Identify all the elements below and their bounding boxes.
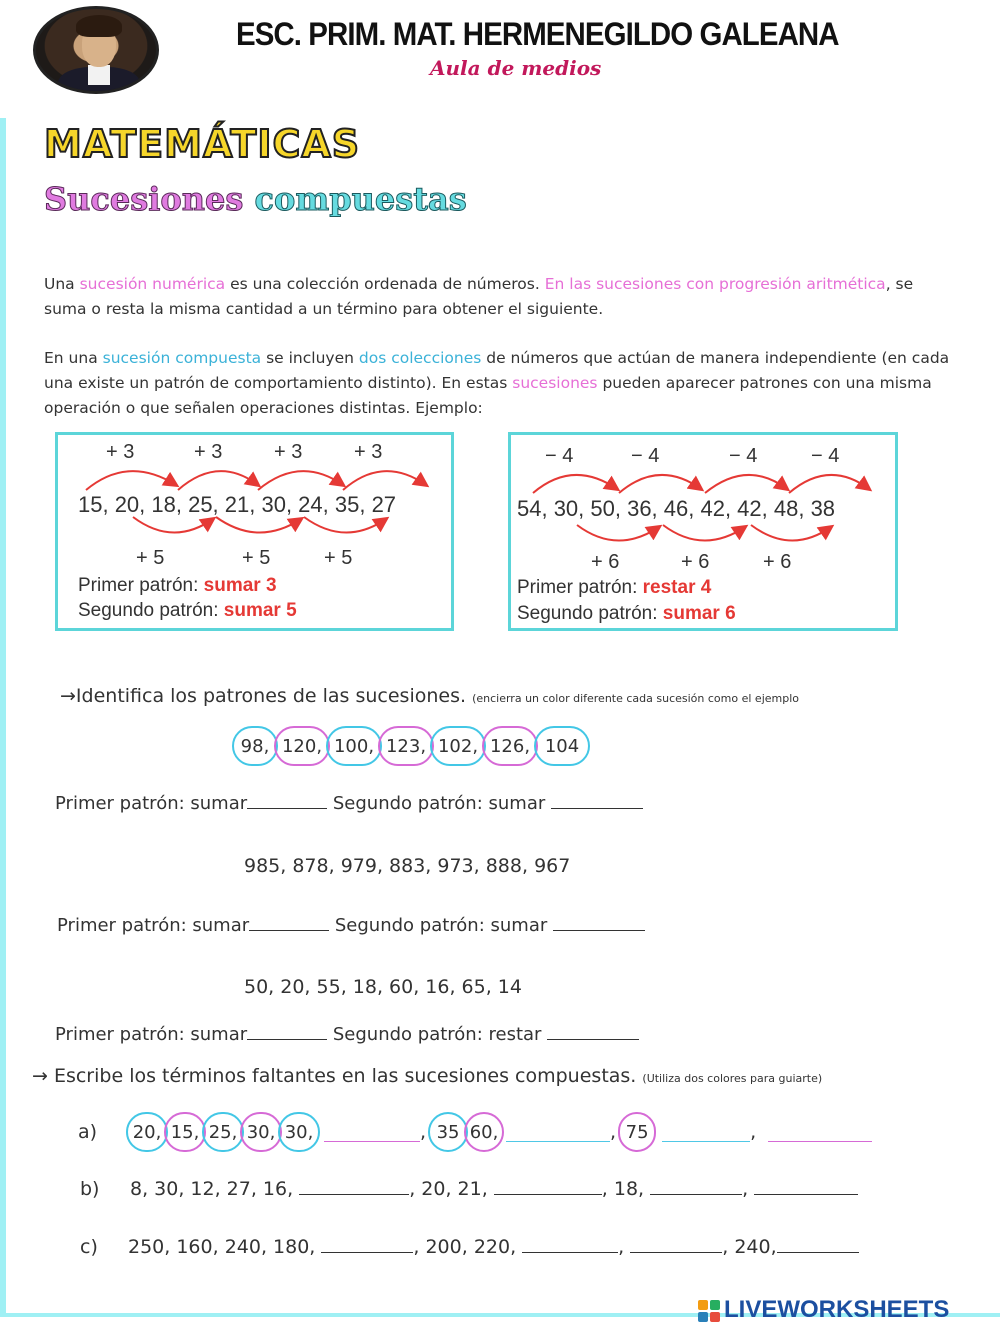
- answer-blank[interactable]: [768, 1123, 872, 1142]
- task2-note: (Utiliza dos colores para guiarte): [642, 1072, 823, 1085]
- task1-answer-line-2: Primer patrón: sumar Segundo patrón: sumar: [57, 912, 645, 936]
- answer-blank[interactable]: [321, 1234, 413, 1253]
- task2-row-c: c) 250, 160, 240, 180, , 200, 220, , , 240,: [80, 1234, 859, 1258]
- answer-blank[interactable]: [247, 1021, 327, 1040]
- task1-sequence-3: 50, 20, 55, 18, 60, 16, 65, 14: [244, 976, 522, 998]
- school-name: ESC. PRIM. MAT. HERMENEGILDO GALEANA: [236, 16, 839, 52]
- circled-term[interactable]: 102,: [430, 726, 486, 766]
- ex2-bottom-op: + 6: [681, 551, 710, 573]
- header-subtitle: Aula de medios: [430, 56, 602, 80]
- intro-paragraph-1: Una sucesión numérica es una colección ordenada de números. En las sucesiones con progresión aritmética, se suma o resta la misma cantidad a un término para obtener el siguiente.: [44, 275, 914, 318]
- circled-term[interactable]: 126,: [482, 726, 538, 766]
- ex2-top-op: − 4: [811, 445, 840, 467]
- answer-blank[interactable]: [777, 1234, 859, 1253]
- ex1-top-op: + 3: [106, 441, 135, 463]
- answer-blank[interactable]: [630, 1234, 722, 1253]
- ex1-bottom-op: + 5: [136, 547, 165, 569]
- subject-title: MATEMÁTICAS: [44, 122, 361, 166]
- answer-blank[interactable]: [547, 1021, 639, 1040]
- topic-word-2: compuestas: [254, 180, 467, 218]
- task1-note: (encierra un color diferente cada sucesión como el ejemplo: [472, 692, 799, 705]
- ex1-pattern-2: Segundo patrón: sumar 5: [78, 600, 297, 621]
- ex2-pattern-1: Primer patrón: restar 4: [517, 577, 712, 598]
- ex2-top-op: − 4: [545, 445, 574, 467]
- task1-sequence-2: 985, 878, 979, 883, 973, 888, 967: [244, 855, 571, 877]
- ex2-top-op: − 4: [631, 445, 660, 467]
- topic-title: [44, 180, 467, 218]
- circled-term[interactable]: 35: [428, 1112, 468, 1152]
- answer-blank[interactable]: [249, 912, 329, 931]
- ex2-pattern-2: Segundo patrón: sumar 6: [517, 603, 736, 624]
- circled-term[interactable]: 60,: [464, 1112, 504, 1152]
- circled-term[interactable]: 120,: [274, 726, 330, 766]
- row-label: a): [78, 1121, 98, 1143]
- circled-term[interactable]: 104: [534, 726, 590, 766]
- ex2-top-op: − 4: [729, 445, 758, 467]
- ex2-bottom-op: + 6: [763, 551, 792, 573]
- task2-row-a: a) 20, 15, 25, 30, 30, , 35 60, , 75 ,: [78, 1110, 872, 1154]
- answer-blank[interactable]: [551, 790, 643, 809]
- intro-paragraph-2: En una sucesión compuesta se incluyen dos colecciones de números que actúan de manera independiente (en cada una existe un patrón de comportamiento distinto). En estas sucesiones pueden aparecer patrones con una misma operación o que señalen operaciones distintas. Ejemplo:: [44, 349, 950, 417]
- task1-answer-line-1: Primer patrón: sumar Segundo patrón: sumar: [55, 790, 643, 814]
- task2-row-b: b) 8, 30, 12, 27, 16, , 20, 21, , 18, ,: [80, 1176, 858, 1200]
- task1-circled-sequence: [232, 726, 586, 770]
- answer-blank[interactable]: [754, 1176, 858, 1195]
- example-box-1: [55, 432, 454, 631]
- answer-blank[interactable]: [553, 912, 645, 931]
- circled-term[interactable]: 25,: [202, 1112, 244, 1152]
- school-portrait: [33, 6, 159, 94]
- example-box-2: [508, 432, 898, 631]
- topic-word-1: Sucesiones: [44, 180, 244, 218]
- ex1-top-op: + 3: [354, 441, 383, 463]
- ex1-top-op: + 3: [194, 441, 223, 463]
- circled-term[interactable]: 75: [618, 1112, 656, 1152]
- circled-term[interactable]: 15,: [164, 1112, 206, 1152]
- answer-blank[interactable]: [494, 1176, 602, 1195]
- circled-term[interactable]: 100,: [326, 726, 382, 766]
- circled-term[interactable]: 20,: [126, 1112, 168, 1152]
- row-label: b): [80, 1178, 100, 1200]
- circled-term[interactable]: 30,: [240, 1112, 282, 1152]
- ex1-bottom-op: + 5: [242, 547, 271, 569]
- circled-term[interactable]: 123,: [378, 726, 434, 766]
- ex2-sequence: 54, 30, 50, 36, 46, 42, 42, 48, 38: [517, 496, 836, 521]
- ex1-pattern-1: Primer patrón: sumar 3: [78, 575, 277, 596]
- liveworksheets-logo[interactable]: LIVEWORKSHEETS: [698, 1296, 949, 1324]
- answer-blank[interactable]: [299, 1176, 409, 1195]
- answer-blank[interactable]: [522, 1234, 618, 1253]
- liveworksheets-icon: [698, 1300, 720, 1322]
- circled-term[interactable]: 98,: [232, 726, 278, 766]
- ex1-top-op: + 3: [274, 441, 303, 463]
- task2-heading: → Escribe los términos faltantes en las sucesiones compuestas. (Utiliza dos colores para guiarte): [32, 1065, 823, 1087]
- ex2-bottom-op: + 6: [591, 551, 620, 573]
- task1-answer-line-3: Primer patrón: sumar Segundo patrón: restar: [55, 1021, 639, 1045]
- answer-blank[interactable]: [662, 1123, 750, 1142]
- answer-blank[interactable]: [506, 1123, 610, 1142]
- ex1-bottom-op: + 5: [324, 547, 353, 569]
- left-border: [0, 118, 6, 1313]
- task1-heading: →Identifica los patrones de las sucesiones. (encierra un color diferente cada sucesión como el ejemplo: [60, 685, 799, 707]
- answer-blank[interactable]: [247, 790, 327, 809]
- circled-term[interactable]: 30,: [278, 1112, 320, 1152]
- answer-blank[interactable]: [324, 1123, 420, 1142]
- row-label: c): [80, 1236, 98, 1258]
- ex1-sequence: 15, 20, 18, 25, 21, 30, 24, 35, 27: [78, 492, 397, 517]
- answer-blank[interactable]: [650, 1176, 742, 1195]
